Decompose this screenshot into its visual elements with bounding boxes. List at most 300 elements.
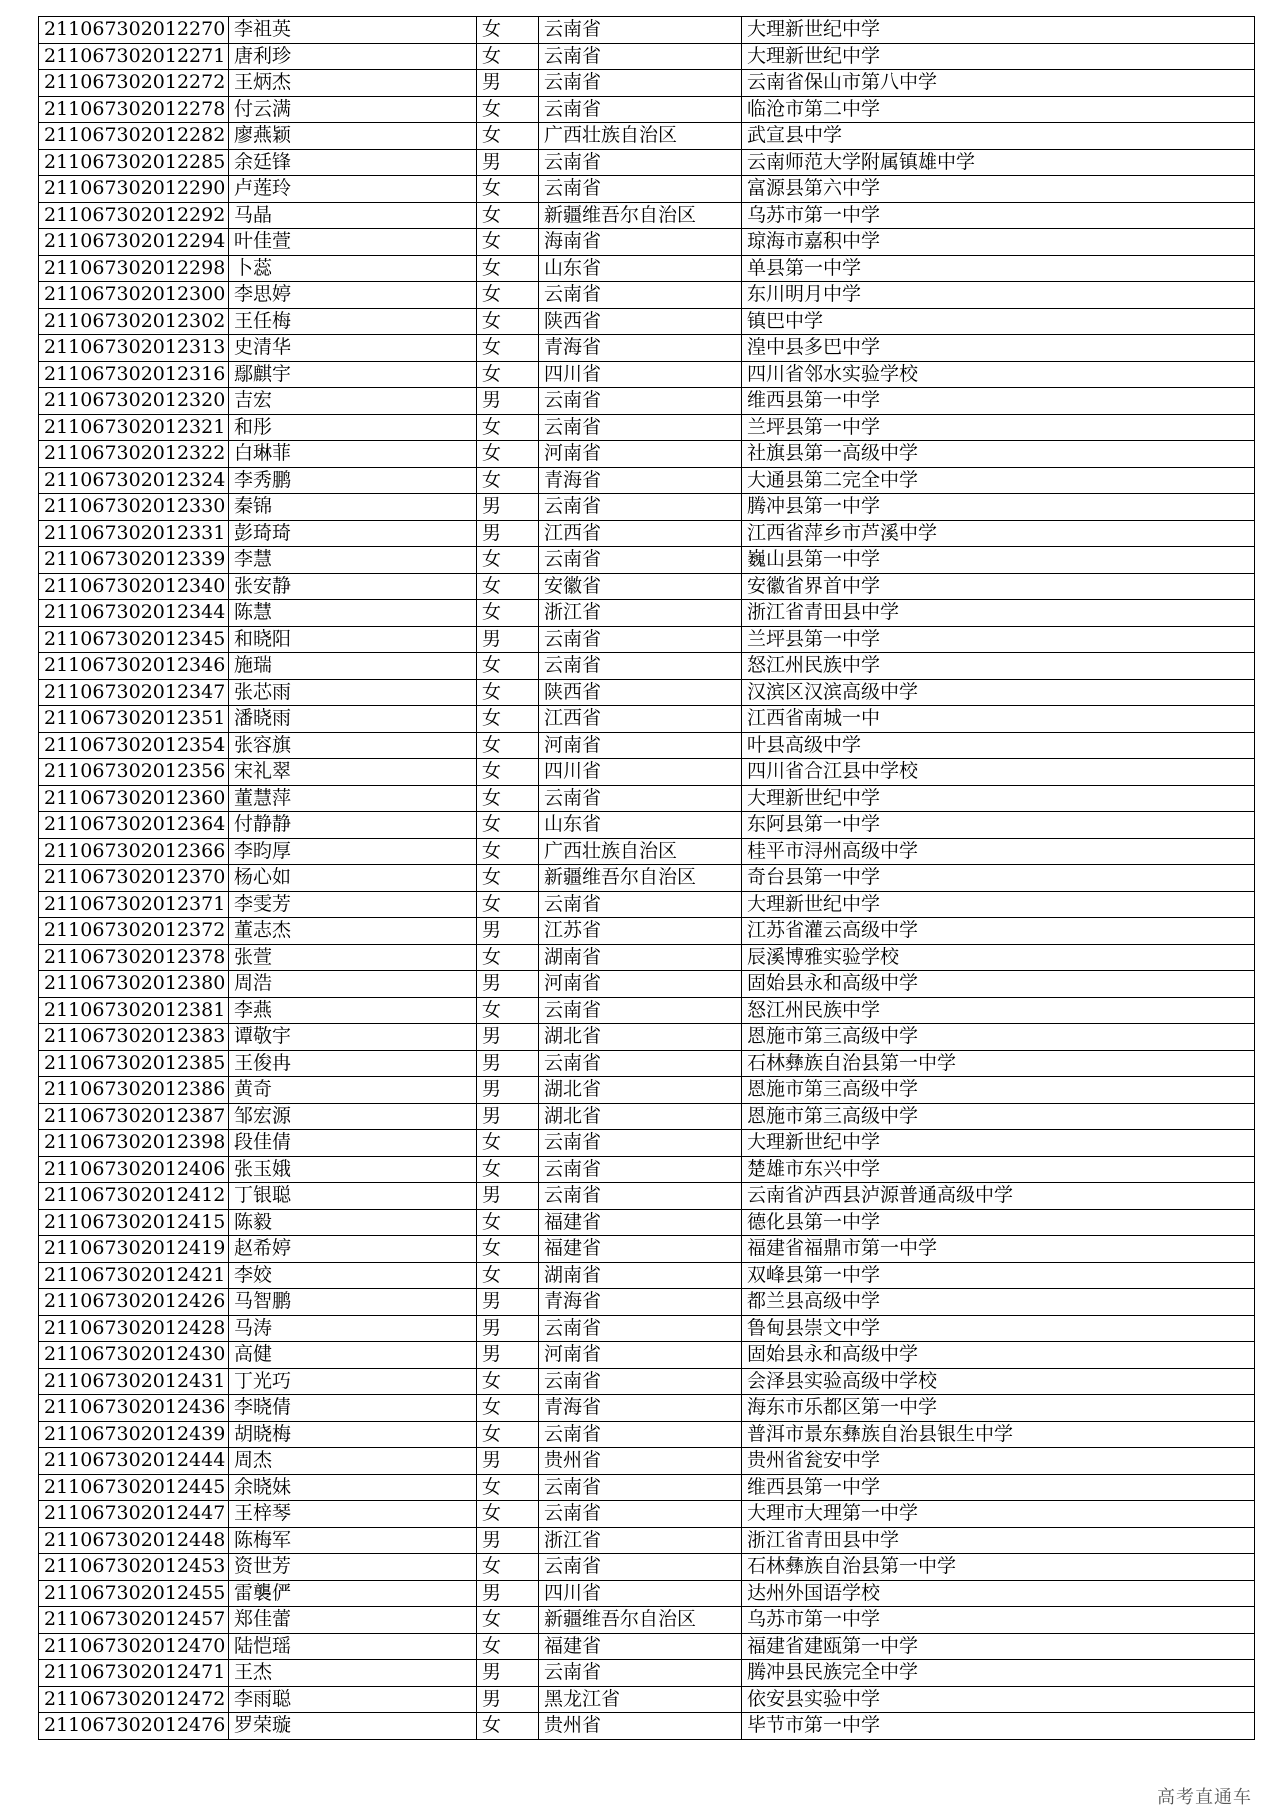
- name-cell: 张玉娥: [229, 1156, 477, 1183]
- name-cell: 马晶: [229, 202, 477, 229]
- gender-cell: 女: [477, 255, 539, 282]
- school-cell: 依安县实验中学: [742, 1686, 1255, 1713]
- school-cell: 东阿县第一中学: [742, 812, 1255, 839]
- name-cell: 余晓妹: [229, 1474, 477, 1501]
- name-cell: 李慧: [229, 547, 477, 574]
- province-cell: 云南省: [539, 547, 742, 574]
- table-row: [39, 1183, 1255, 1210]
- school-cell: 固始县永和高级中学: [742, 1342, 1255, 1369]
- table-row: [39, 547, 1255, 574]
- school-cell: 东川明月中学: [742, 282, 1255, 309]
- table-row: [39, 1421, 1255, 1448]
- province-cell: 湖北省: [539, 1077, 742, 1104]
- province-cell: 云南省: [539, 785, 742, 812]
- table-row: [39, 1050, 1255, 1077]
- gender-cell: 男: [477, 388, 539, 415]
- province-cell: 安徽省: [539, 573, 742, 600]
- province-cell: 云南省: [539, 1501, 742, 1528]
- name-cell: 邹宏源: [229, 1103, 477, 1130]
- school-cell: 湟中县多巴中学: [742, 335, 1255, 362]
- school-cell: 恩施市第三高级中学: [742, 1024, 1255, 1051]
- exam-id-cell: 211067302012294: [39, 229, 229, 256]
- province-cell: 新疆维吾尔自治区: [539, 1607, 742, 1634]
- name-cell: 陈毅: [229, 1209, 477, 1236]
- school-cell: 德化县第一中学: [742, 1209, 1255, 1236]
- gender-cell: 女: [477, 944, 539, 971]
- name-cell: 王梓琴: [229, 1501, 477, 1528]
- exam-id-cell: 211067302012356: [39, 759, 229, 786]
- table-row: [39, 1713, 1255, 1740]
- province-cell: 四川省: [539, 361, 742, 388]
- name-cell: 彭琦琦: [229, 520, 477, 547]
- student-table-body: [39, 17, 1255, 1740]
- province-cell: 云南省: [539, 388, 742, 415]
- school-cell: 石林彝族自治县第一中学: [742, 1554, 1255, 1581]
- exam-id-cell: 211067302012436: [39, 1395, 229, 1422]
- name-cell: 张萱: [229, 944, 477, 971]
- name-cell: 雷襲俨: [229, 1580, 477, 1607]
- name-cell: 马智鹏: [229, 1289, 477, 1316]
- school-cell: 石林彝族自治县第一中学: [742, 1050, 1255, 1077]
- exam-id-cell: 211067302012439: [39, 1421, 229, 1448]
- name-cell: 李昀厚: [229, 838, 477, 865]
- province-cell: 青海省: [539, 1289, 742, 1316]
- province-cell: 河南省: [539, 732, 742, 759]
- exam-id-cell: 211067302012302: [39, 308, 229, 335]
- province-cell: 云南省: [539, 1554, 742, 1581]
- school-cell: 大理新世纪中学: [742, 891, 1255, 918]
- exam-id-cell: 211067302012428: [39, 1315, 229, 1342]
- gender-cell: 女: [477, 573, 539, 600]
- name-cell: 张安静: [229, 573, 477, 600]
- table-row: [39, 255, 1255, 282]
- table-row: [39, 123, 1255, 150]
- table-row: [39, 944, 1255, 971]
- gender-cell: 女: [477, 43, 539, 70]
- name-cell: 白琳菲: [229, 441, 477, 468]
- table-row: [39, 891, 1255, 918]
- province-cell: 云南省: [539, 1050, 742, 1077]
- school-cell: 大理新世纪中学: [742, 785, 1255, 812]
- province-cell: 云南省: [539, 1130, 742, 1157]
- name-cell: 卜蕊: [229, 255, 477, 282]
- province-cell: 江西省: [539, 706, 742, 733]
- gender-cell: 女: [477, 785, 539, 812]
- province-cell: 云南省: [539, 96, 742, 123]
- table-row: [39, 17, 1255, 44]
- province-cell: 云南省: [539, 176, 742, 203]
- name-cell: 施瑞: [229, 653, 477, 680]
- gender-cell: 女: [477, 1633, 539, 1660]
- province-cell: 青海省: [539, 467, 742, 494]
- exam-id-cell: 211067302012372: [39, 918, 229, 945]
- table-row: [39, 785, 1255, 812]
- name-cell: 黄奇: [229, 1077, 477, 1104]
- exam-id-cell: 211067302012421: [39, 1262, 229, 1289]
- gender-cell: 女: [477, 335, 539, 362]
- province-cell: 青海省: [539, 1395, 742, 1422]
- exam-id-cell: 211067302012447: [39, 1501, 229, 1528]
- gender-cell: 女: [477, 838, 539, 865]
- school-cell: 大理新世纪中学: [742, 1130, 1255, 1157]
- name-cell: 卢莲玲: [229, 176, 477, 203]
- table-row: [39, 706, 1255, 733]
- table-row: [39, 1474, 1255, 1501]
- table-row: [39, 388, 1255, 415]
- province-cell: 云南省: [539, 494, 742, 521]
- province-cell: 湖北省: [539, 1024, 742, 1051]
- gender-cell: 男: [477, 494, 539, 521]
- name-cell: 李姣: [229, 1262, 477, 1289]
- province-cell: 贵州省: [539, 1713, 742, 1740]
- province-cell: 云南省: [539, 1156, 742, 1183]
- name-cell: 吉宏: [229, 388, 477, 415]
- name-cell: 陆恺瑶: [229, 1633, 477, 1660]
- exam-id-cell: 211067302012471: [39, 1660, 229, 1687]
- name-cell: 罗荣璇: [229, 1713, 477, 1740]
- gender-cell: 男: [477, 1183, 539, 1210]
- exam-id-cell: 211067302012415: [39, 1209, 229, 1236]
- school-cell: 贵州省瓮安中学: [742, 1448, 1255, 1475]
- table-row: [39, 1024, 1255, 1051]
- name-cell: 周浩: [229, 971, 477, 998]
- school-cell: 浙江省青田县中学: [742, 600, 1255, 627]
- gender-cell: 女: [477, 891, 539, 918]
- name-cell: 宋礼翠: [229, 759, 477, 786]
- table-row: [39, 1130, 1255, 1157]
- school-cell: 腾冲县民族完全中学: [742, 1660, 1255, 1687]
- province-cell: 青海省: [539, 335, 742, 362]
- province-cell: 陕西省: [539, 679, 742, 706]
- table-row: [39, 626, 1255, 653]
- province-cell: 陕西省: [539, 308, 742, 335]
- name-cell: 鄢麒宇: [229, 361, 477, 388]
- name-cell: 和晓阳: [229, 626, 477, 653]
- name-cell: 余廷锋: [229, 149, 477, 176]
- gender-cell: 女: [477, 1130, 539, 1157]
- province-cell: 贵州省: [539, 1448, 742, 1475]
- table-row: [39, 759, 1255, 786]
- exam-id-cell: 211067302012383: [39, 1024, 229, 1051]
- gender-cell: 女: [477, 414, 539, 441]
- school-cell: 江苏省灌云高级中学: [742, 918, 1255, 945]
- exam-id-cell: 211067302012270: [39, 17, 229, 44]
- gender-cell: 女: [477, 1607, 539, 1634]
- province-cell: 云南省: [539, 891, 742, 918]
- student-table: [38, 16, 1255, 1740]
- exam-id-cell: 211067302012431: [39, 1368, 229, 1395]
- watermark-text: 高考直通车: [1157, 1787, 1252, 1808]
- province-cell: 广西壮族自治区: [539, 838, 742, 865]
- school-cell: 乌苏市第一中学: [742, 1607, 1255, 1634]
- gender-cell: 女: [477, 759, 539, 786]
- school-cell: 江西省南城一中: [742, 706, 1255, 733]
- province-cell: 云南省: [539, 1660, 742, 1687]
- school-cell: 辰溪博雅实验学校: [742, 944, 1255, 971]
- name-cell: 和彤: [229, 414, 477, 441]
- province-cell: 海南省: [539, 229, 742, 256]
- gender-cell: 女: [477, 176, 539, 203]
- province-cell: 河南省: [539, 441, 742, 468]
- table-row: [39, 918, 1255, 945]
- table-row: [39, 573, 1255, 600]
- table-row: [39, 70, 1255, 97]
- name-cell: 李雯芳: [229, 891, 477, 918]
- gender-cell: 女: [477, 308, 539, 335]
- gender-cell: 女: [477, 1474, 539, 1501]
- gender-cell: 女: [477, 202, 539, 229]
- exam-id-cell: 211067302012298: [39, 255, 229, 282]
- name-cell: 张容旗: [229, 732, 477, 759]
- exam-id-cell: 211067302012476: [39, 1713, 229, 1740]
- exam-id-cell: 211067302012282: [39, 123, 229, 150]
- gender-cell: 女: [477, 1713, 539, 1740]
- name-cell: 郑佳蕾: [229, 1607, 477, 1634]
- gender-cell: 女: [477, 1421, 539, 1448]
- province-cell: 云南省: [539, 1315, 742, 1342]
- table-row: [39, 361, 1255, 388]
- gender-cell: 女: [477, 1209, 539, 1236]
- gender-cell: 女: [477, 1501, 539, 1528]
- gender-cell: 女: [477, 1262, 539, 1289]
- gender-cell: 男: [477, 1103, 539, 1130]
- exam-id-cell: 211067302012448: [39, 1527, 229, 1554]
- province-cell: 湖北省: [539, 1103, 742, 1130]
- school-cell: 大理市大理第一中学: [742, 1501, 1255, 1528]
- table-row: [39, 282, 1255, 309]
- name-cell: 段佳倩: [229, 1130, 477, 1157]
- province-cell: 湖南省: [539, 944, 742, 971]
- table-row: [39, 1527, 1255, 1554]
- school-cell: 武宣县中学: [742, 123, 1255, 150]
- table-row: [39, 43, 1255, 70]
- province-cell: 广西壮族自治区: [539, 123, 742, 150]
- table-row: [39, 520, 1255, 547]
- name-cell: 杨心如: [229, 865, 477, 892]
- exam-id-cell: 211067302012412: [39, 1183, 229, 1210]
- exam-id-cell: 211067302012360: [39, 785, 229, 812]
- table-row: [39, 335, 1255, 362]
- gender-cell: 男: [477, 1289, 539, 1316]
- gender-cell: 女: [477, 96, 539, 123]
- exam-id-cell: 211067302012371: [39, 891, 229, 918]
- exam-id-cell: 211067302012457: [39, 1607, 229, 1634]
- school-cell: 固始县永和高级中学: [742, 971, 1255, 998]
- school-cell: 云南师范大学附属镇雄中学: [742, 149, 1255, 176]
- school-cell: 浙江省青田县中学: [742, 1527, 1255, 1554]
- name-cell: 陈慧: [229, 600, 477, 627]
- table-row: [39, 1501, 1255, 1528]
- school-cell: 叶县高级中学: [742, 732, 1255, 759]
- exam-id-cell: 211067302012347: [39, 679, 229, 706]
- school-cell: 楚雄市东兴中学: [742, 1156, 1255, 1183]
- table-row: [39, 838, 1255, 865]
- table-row: [39, 1395, 1255, 1422]
- school-cell: 富源县第六中学: [742, 176, 1255, 203]
- table-row: [39, 600, 1255, 627]
- province-cell: 山东省: [539, 812, 742, 839]
- table-row: [39, 1315, 1255, 1342]
- school-cell: 会泽县实验高级中学校: [742, 1368, 1255, 1395]
- table-row: [39, 1686, 1255, 1713]
- table-row: [39, 1368, 1255, 1395]
- table-row: [39, 1103, 1255, 1130]
- province-cell: 新疆维吾尔自治区: [539, 202, 742, 229]
- name-cell: 董慧萍: [229, 785, 477, 812]
- exam-id-cell: 211067302012386: [39, 1077, 229, 1104]
- table-row: [39, 812, 1255, 839]
- province-cell: 云南省: [539, 653, 742, 680]
- exam-id-cell: 211067302012292: [39, 202, 229, 229]
- province-cell: 河南省: [539, 1342, 742, 1369]
- name-cell: 王俊冉: [229, 1050, 477, 1077]
- gender-cell: 男: [477, 1077, 539, 1104]
- exam-id-cell: 211067302012290: [39, 176, 229, 203]
- table-row: [39, 1580, 1255, 1607]
- name-cell: 丁光巧: [229, 1368, 477, 1395]
- exam-id-cell: 211067302012345: [39, 626, 229, 653]
- province-cell: 云南省: [539, 1474, 742, 1501]
- gender-cell: 男: [477, 1342, 539, 1369]
- school-cell: 怒江州民族中学: [742, 997, 1255, 1024]
- name-cell: 廖燕颖: [229, 123, 477, 150]
- gender-cell: 男: [477, 1686, 539, 1713]
- province-cell: 云南省: [539, 17, 742, 44]
- province-cell: 云南省: [539, 1183, 742, 1210]
- school-cell: 都兰县高级中学: [742, 1289, 1255, 1316]
- table-row: [39, 1633, 1255, 1660]
- table-row: [39, 971, 1255, 998]
- exam-id-cell: 211067302012313: [39, 335, 229, 362]
- table-row: [39, 176, 1255, 203]
- gender-cell: 女: [477, 812, 539, 839]
- school-cell: 汉滨区汉滨高级中学: [742, 679, 1255, 706]
- exam-id-cell: 211067302012272: [39, 70, 229, 97]
- school-cell: 福建省建瓯第一中学: [742, 1633, 1255, 1660]
- gender-cell: 女: [477, 282, 539, 309]
- province-cell: 云南省: [539, 1368, 742, 1395]
- exam-id-cell: 211067302012426: [39, 1289, 229, 1316]
- school-cell: 奇台县第一中学: [742, 865, 1255, 892]
- name-cell: 秦锦: [229, 494, 477, 521]
- school-cell: 双峰县第一中学: [742, 1262, 1255, 1289]
- exam-id-cell: 211067302012354: [39, 732, 229, 759]
- table-row: [39, 1554, 1255, 1581]
- exam-id-cell: 211067302012351: [39, 706, 229, 733]
- school-cell: 大理新世纪中学: [742, 17, 1255, 44]
- table-row: [39, 441, 1255, 468]
- exam-id-cell: 211067302012322: [39, 441, 229, 468]
- exam-id-cell: 211067302012444: [39, 1448, 229, 1475]
- exam-id-cell: 211067302012330: [39, 494, 229, 521]
- name-cell: 胡晓梅: [229, 1421, 477, 1448]
- school-cell: 普洱市景东彝族自治县银生中学: [742, 1421, 1255, 1448]
- province-cell: 云南省: [539, 43, 742, 70]
- school-cell: 兰坪县第一中学: [742, 626, 1255, 653]
- table-row: [39, 865, 1255, 892]
- table-row: [39, 997, 1255, 1024]
- province-cell: 福建省: [539, 1633, 742, 1660]
- gender-cell: 男: [477, 1050, 539, 1077]
- table-row: [39, 202, 1255, 229]
- gender-cell: 男: [477, 971, 539, 998]
- exam-id-cell: 211067302012445: [39, 1474, 229, 1501]
- gender-cell: 男: [477, 149, 539, 176]
- exam-id-cell: 211067302012285: [39, 149, 229, 176]
- province-cell: 云南省: [539, 70, 742, 97]
- name-cell: 资世芳: [229, 1554, 477, 1581]
- gender-cell: 女: [477, 997, 539, 1024]
- school-cell: 安徽省界首中学: [742, 573, 1255, 600]
- gender-cell: 男: [477, 1315, 539, 1342]
- exam-id-cell: 211067302012406: [39, 1156, 229, 1183]
- table-row: [39, 96, 1255, 123]
- gender-cell: 男: [477, 626, 539, 653]
- province-cell: 山东省: [539, 255, 742, 282]
- table-row: [39, 467, 1255, 494]
- name-cell: 丁银聪: [229, 1183, 477, 1210]
- exam-id-cell: 211067302012470: [39, 1633, 229, 1660]
- exam-id-cell: 211067302012366: [39, 838, 229, 865]
- gender-cell: 女: [477, 361, 539, 388]
- table-row: [39, 1156, 1255, 1183]
- gender-cell: 男: [477, 1527, 539, 1554]
- table-row: [39, 1660, 1255, 1687]
- school-cell: 四川省邻水实验学校: [742, 361, 1255, 388]
- exam-id-cell: 211067302012300: [39, 282, 229, 309]
- exam-id-cell: 211067302012455: [39, 1580, 229, 1607]
- table-row: [39, 679, 1255, 706]
- school-cell: 恩施市第三高级中学: [742, 1103, 1255, 1130]
- name-cell: 高健: [229, 1342, 477, 1369]
- table-row: [39, 1262, 1255, 1289]
- gender-cell: 男: [477, 1580, 539, 1607]
- table-row: [39, 308, 1255, 335]
- school-cell: 怒江州民族中学: [742, 653, 1255, 680]
- exam-id-cell: 211067302012316: [39, 361, 229, 388]
- name-cell: 王任梅: [229, 308, 477, 335]
- name-cell: 张芯雨: [229, 679, 477, 706]
- name-cell: 周杰: [229, 1448, 477, 1475]
- name-cell: 董志杰: [229, 918, 477, 945]
- exam-id-cell: 211067302012419: [39, 1236, 229, 1263]
- school-cell: 恩施市第三高级中学: [742, 1077, 1255, 1104]
- exam-id-cell: 211067302012453: [39, 1554, 229, 1581]
- exam-id-cell: 211067302012380: [39, 971, 229, 998]
- gender-cell: 女: [477, 547, 539, 574]
- school-cell: 福建省福鼎市第一中学: [742, 1236, 1255, 1263]
- gender-cell: 女: [477, 706, 539, 733]
- gender-cell: 女: [477, 732, 539, 759]
- name-cell: 付云满: [229, 96, 477, 123]
- province-cell: 河南省: [539, 971, 742, 998]
- name-cell: 王炳杰: [229, 70, 477, 97]
- table-row: [39, 229, 1255, 256]
- school-cell: 桂平市浔州高级中学: [742, 838, 1255, 865]
- exam-id-cell: 211067302012370: [39, 865, 229, 892]
- gender-cell: 女: [477, 467, 539, 494]
- name-cell: 唐利珍: [229, 43, 477, 70]
- gender-cell: 女: [477, 600, 539, 627]
- school-cell: 毕节市第一中学: [742, 1713, 1255, 1740]
- province-cell: 浙江省: [539, 1527, 742, 1554]
- school-cell: 达州外国语学校: [742, 1580, 1255, 1607]
- table-row: [39, 414, 1255, 441]
- province-cell: 云南省: [539, 414, 742, 441]
- exam-id-cell: 211067302012346: [39, 653, 229, 680]
- name-cell: 叶佳萱: [229, 229, 477, 256]
- name-cell: 赵希婷: [229, 1236, 477, 1263]
